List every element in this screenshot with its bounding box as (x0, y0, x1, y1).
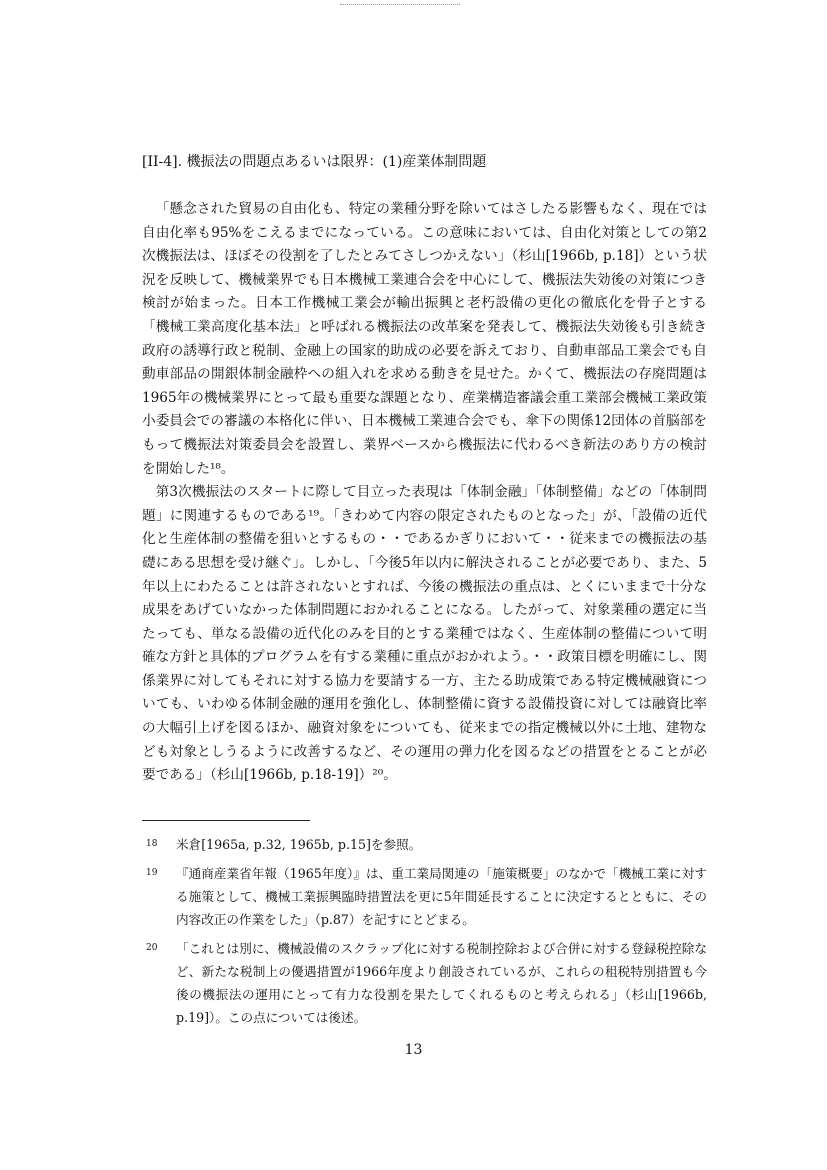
footnotes (142, 833, 707, 1035)
footnote (142, 937, 707, 1029)
footnote-text: 米倉[1965a, p.32, 1965b, p.15]を参照。 (176, 837, 422, 852)
page-number: 13 (404, 1042, 423, 1058)
footnote-divider (142, 820, 310, 821)
footnote-text: 『通商産業省年報（1965年度）』は、重工業局関連の「施策概要」のなかで「機械工業に対する施策として、機械工業振興臨時措置法を更に5年間延長することに決定するとともに、その内容改正の作業をした」（p.87）を記すにとどまる。 (176, 866, 707, 927)
footnote-number: 18 (146, 839, 158, 849)
scan-mark (340, 4, 460, 7)
body-paragraph: 「懸念された貿易の自由化も、特定の業種分野を除いてはさしたる影響もなく、現在では自由化率も95%をこえるまでになっている。この意味においては、自由化対策としての第2次機振法は、ほぼその役割を了したとみてさしつかえない」（杉山[1966b, p.18]）という状況を反映して、機械業界でも日本機械工業連合会を中心にして、機振法失効後の対策につき検討が始まった。日本工作機械工業会が輸出振興と老朽設備の更化の徹底化を骨子とする「機械工業高度化基本法」と呼ばれる機振法の改革案を発表して、機振法失効後も引き続き政府の誘導行政と税制、金融上の国家的助成の必要を訴えており、自動車部品工業会でも自動車部品の開銀体制金融枠への組入れを求める動きを見せた。かくて、機振法の存廃問題は1965年の機械業界にとって最も重要な課題となり、産業構造審議会重工業部会機械工業政策小委員会での審議の本格化に伴い、日本機械工業連合会でも、傘下の関係12団体の首脳部をもって機振法対策委員会を設置し、業界ベースから機振法に代わるべき新法のあり方の検討を開始した¹⁸。 (142, 201, 707, 477)
footnote (142, 833, 707, 856)
footnote (142, 862, 707, 931)
footnote-number: 20 (146, 943, 158, 953)
section-heading: [II-4]. 機振法の問題点あるいは限界：(1)産業体制問題 (142, 154, 487, 170)
footnote-text: 「これとは別に、機械設備のスクラップ化に対する税制控除および合併に対する登録税控除など、新たな税制上の優遇措置が1966年度より創設されているが、これらの租税特別措置も今後の機振法の運用にとって有力な役割を果たしてくれるものと考えられる」（杉山[1966b, p.19]）。この点については後述。 (176, 941, 707, 1025)
body-paragraph: 第3次機振法のスタートに際して目立った表現は「体制金融」「体制整備」などの「体制問題」に関連するものである¹⁹。「きわめて内容の限定されたものとなった」が、「設備の近代化と生産体制の整備を狙いとするもの・・であるかぎりにおいて・・従来までの機振法の基礎にある思想を受け継ぐ」。しかし、「今後5年以内に解決されることが必要であり、また、5年以上にわたることは許されないとすれば、今後の機振法の重点は、とくにいままで十分な成果をあげていなかった体制問題におかれることになる。したがって、対象業種の選定に当たっても、単なる設備の近代化のみを目的とする業種ではなく、生産体制の整備について明確な方針と具体的プログラムを有する業種に重点がおかれよう。・・政策目標を明確にし、関係業界に対してもそれに対する協力を要請する一方、主たる助成策である特定機械融資についても、いわゆる体制金融的運用を強化し、体制整備に資する設備投資に対しては融資比率の大幅引上げを図るほか、融資対象をについても、従来までの指定機械以外に土地、建物なども対象としうるように改善するなど、その運用の弾力化を図るなどの措置をとることが必要である」（杉山[1966b, p.18-19]）²⁰。 (142, 484, 707, 784)
body-text (142, 198, 707, 788)
footnote-number: 19 (146, 868, 158, 878)
